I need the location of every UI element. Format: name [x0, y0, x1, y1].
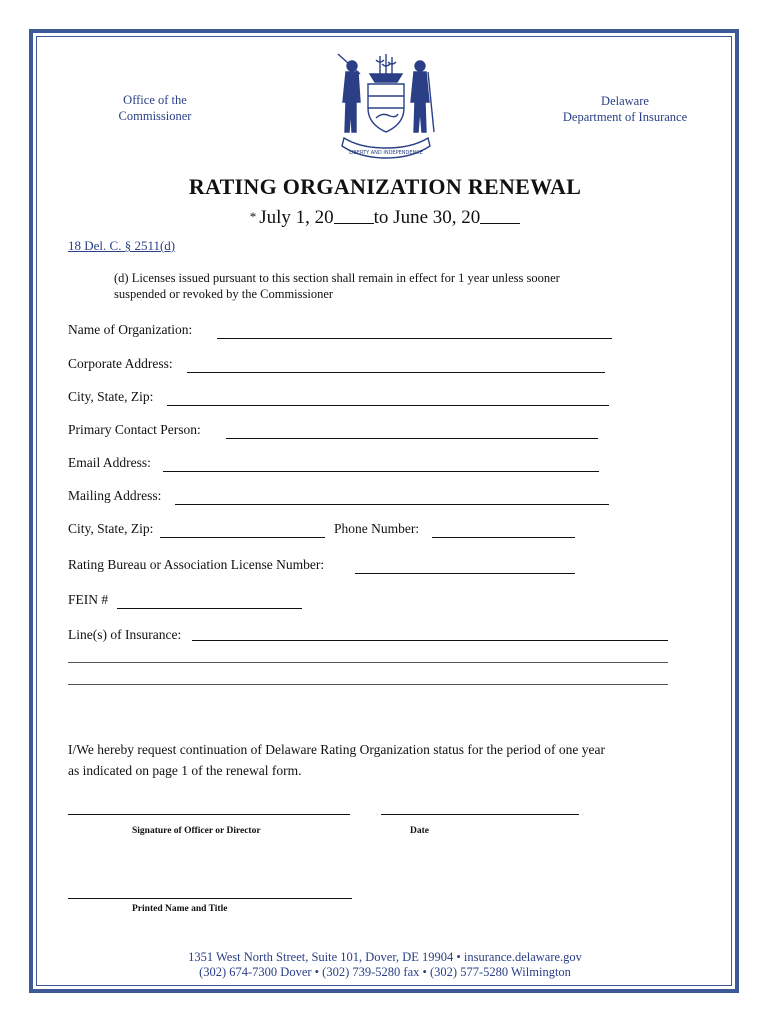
lines-insurance-label: Line(s) of Insurance: [68, 627, 182, 642]
end-year-blank[interactable] [480, 209, 520, 224]
header-left [100, 92, 210, 124]
printed-name-field[interactable] [68, 898, 352, 899]
header-right [545, 93, 705, 125]
phone-label: Phone Number: [334, 521, 420, 536]
email-label: Email Address: [68, 455, 151, 470]
corp-address-field[interactable] [187, 372, 605, 373]
request-line2: as indicated on page 1 of the renewal form. [68, 763, 302, 778]
start-year-blank[interactable] [334, 209, 374, 224]
city-state-zip-field[interactable] [167, 405, 609, 406]
period-end: to June 30, 20 [373, 207, 481, 228]
lines-insurance-field-2[interactable] [68, 662, 668, 663]
request-statement [68, 739, 708, 781]
corp-address-label: Corporate Address: [68, 356, 173, 371]
seal-banner-text: LIBERTY AND INDEPENDENCE [349, 150, 423, 156]
form-title: RATING ORGANIZATION RENEWAL [188, 174, 582, 199]
statute-citation-link[interactable]: 18 Del. C. § 2511(d) [68, 238, 176, 253]
quote-line2: suspended or revoked by the Commissioner [114, 287, 334, 301]
license-number-field[interactable] [355, 573, 575, 574]
footer-phones: (302) 674-7300 Dover • (302) 739-5280 fax • (302) 577-5280 Wilmington [199, 965, 571, 979]
period-start: July 1, 20 [259, 207, 334, 228]
printed-name-label: Printed Name and Title [132, 904, 228, 914]
fein-field[interactable] [117, 608, 302, 609]
city-state-zip2-label: City, State, Zip: [68, 521, 154, 536]
license-number-label: Rating Bureau or Association License Number: [68, 557, 325, 572]
city-state-zip2-field[interactable] [160, 537, 325, 538]
org-name-label: Name of Organization: [68, 322, 193, 337]
signature-field[interactable] [68, 814, 350, 815]
lines-insurance-field[interactable] [192, 640, 668, 641]
renewal-period [0, 207, 770, 229]
primary-contact-label: Primary Contact Person: [68, 422, 201, 437]
delaware-state-seal [330, 52, 442, 160]
header-right-line1: Delaware [601, 94, 649, 108]
mailing-address-label: Mailing Address: [68, 488, 162, 503]
statute-quote [114, 270, 634, 302]
primary-contact-field[interactable] [226, 438, 598, 439]
lines-insurance-field-3[interactable] [68, 684, 668, 685]
asterisk-mark: * [249, 209, 257, 224]
phone-field[interactable] [432, 537, 575, 538]
date-field[interactable] [381, 814, 579, 815]
fein-label: FEIN # [68, 592, 109, 607]
signature-label: Signature of Officer or Director [132, 826, 261, 836]
quote-line1: (d) Licenses issued pursuant to this section shall remain in effect for 1 year unless sooner [114, 271, 560, 285]
header-left-line2: Commissioner [118, 109, 192, 123]
header-right-line2: Department of Insurance [562, 110, 688, 124]
header-left-line1: Office of the [123, 93, 187, 107]
request-line1: I/We hereby request continuation of Delaware Rating Organization status for the period of one year [68, 742, 605, 757]
city-state-zip-label: City, State, Zip: [68, 389, 154, 404]
org-name-field[interactable] [217, 338, 612, 339]
footer-address: 1351 West North Street, Suite 101, Dover, DE 19904 • insurance.delaware.gov [188, 950, 582, 964]
mailing-address-field[interactable] [175, 504, 609, 505]
email-field[interactable] [163, 471, 599, 472]
date-label: Date [410, 826, 429, 836]
